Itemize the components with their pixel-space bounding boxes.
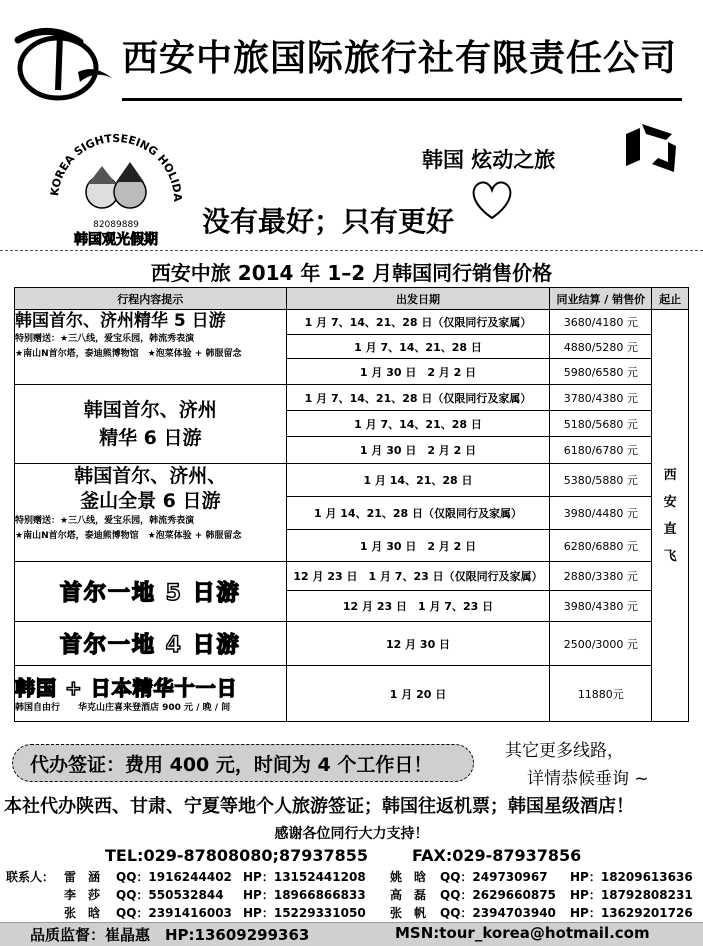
- korea-logo-phone: 82089889: [93, 220, 139, 230]
- trip-name: 韩国首尔、济州精华 5 日游: [15, 311, 226, 331]
- date-cell: 1 月 30 日 2 月 2 日: [286, 437, 550, 464]
- trip-note: ★南山N首尔塔，泰迪熊博物馆 ★泡菜体验 + 韩服留念: [15, 531, 242, 541]
- trip-name-line1: 韩国首尔、济州: [83, 399, 217, 421]
- price-table: [14, 287, 689, 722]
- korea-logo-arc-text: KOREA SIGHTSEEING HOLIDA: [48, 131, 185, 201]
- price-cell: 6180/6780 元: [550, 437, 652, 464]
- trip-name-line2: 精华 6 日游: [99, 427, 202, 449]
- contact-hp: HP：13152441208: [243, 870, 366, 884]
- trip-note: 韩国自由行 华克山庄喜来登酒店 900 元 / 晚 / 间: [15, 702, 231, 713]
- header-rule: [122, 98, 682, 101]
- visa-text: 代办签证：费用 400 元，时间为 4 个工作日！: [30, 754, 433, 776]
- table-row: [15, 310, 689, 335]
- departure-char: 飞: [663, 548, 677, 564]
- fax: FAX:029-87937856: [412, 846, 582, 865]
- company-logo: [8, 12, 116, 104]
- date-cell: 1 月 7、14、21、28 日（仅限同行及家属）: [286, 385, 550, 411]
- trip-name: 首尔一地 4 日游: [59, 633, 241, 658]
- korea-logo-cn: 韩国观光假期: [74, 232, 158, 248]
- more-routes-line1: 其它更多线路，: [505, 741, 624, 761]
- korea-sightseeing-logo: [40, 110, 190, 250]
- table-row: [15, 385, 689, 411]
- contact-hp: HP：18966866833: [243, 888, 366, 902]
- contact-name: 雷 涵: [64, 870, 101, 884]
- contact-name: 高 磊: [390, 888, 427, 902]
- price-cell: 5380/5880 元: [550, 464, 652, 497]
- price-cell: 4880/5280 元: [550, 335, 652, 359]
- contact-hp: HP：18209613636: [570, 870, 693, 884]
- price-cell: 2880/3380 元: [550, 562, 652, 591]
- header-price: 同业结算 / 销售价: [550, 288, 652, 310]
- trip-cell: [15, 622, 287, 666]
- trip-name: 首尔一地 5 日游: [59, 581, 241, 606]
- price-cell: 2500/3000 元: [550, 622, 652, 666]
- promo-text: 韩国 炫动之旅: [422, 148, 556, 172]
- trip-cell: [15, 385, 287, 464]
- contact-name: 张 晗: [64, 906, 101, 920]
- contact-qq: QQ：550532844: [116, 888, 224, 902]
- trip-note: 特别赠送：★三八线，爱宝乐园，韩流秀表演: [15, 516, 195, 526]
- section-divider: [0, 250, 703, 251]
- date-cell: 1 月 30 日 2 月 2 日: [286, 359, 550, 385]
- telephone: TEL:029-87808080;87937855: [105, 846, 368, 865]
- trip-name: 韩国 + 日本精华十一日: [15, 675, 238, 700]
- contact-qq: QQ：2391416003: [116, 906, 232, 920]
- contact-hp: HP：18792808231: [570, 888, 693, 902]
- date-cell: 12 月 30 日: [286, 622, 550, 666]
- thanks-text: 感谢各位同行大力支持！: [274, 826, 429, 842]
- trip-cell: [15, 666, 287, 722]
- contact-qq: QQ：1916244402: [116, 870, 232, 884]
- company-name: 西安中旅国际旅行社有限责任公司: [122, 38, 678, 79]
- price-cell: 5980/6580 元: [550, 359, 652, 385]
- contact-hp: HP：13629201726: [570, 906, 693, 920]
- contact-qq: QQ：249730967: [440, 870, 548, 884]
- table-row: [15, 464, 689, 497]
- contact-name: 李 莎: [64, 888, 101, 902]
- services-text: 本社代办陕西、甘肃、宁夏等地个人旅游签证；韩国往返机票；韩国星级酒店！: [4, 796, 634, 817]
- price-cell: 3680/4180 元: [550, 310, 652, 335]
- header-trip: 行程内容提示: [15, 288, 287, 310]
- trip-name-line1: 韩国首尔、济州、: [74, 465, 227, 487]
- header-departure: 起止: [652, 288, 689, 310]
- contact-hp: HP：15229331050: [243, 906, 366, 920]
- contact-qq: QQ：2629660875: [440, 888, 556, 902]
- date-cell: 1 月 20 日: [286, 666, 550, 722]
- date-cell: 1 月 14、21、28 日: [286, 464, 550, 497]
- departure-char: 安: [663, 494, 677, 510]
- header-date: 出发日期: [286, 288, 550, 310]
- contact-name: 张 帆: [390, 906, 427, 920]
- price-cell: 5180/5680 元: [550, 411, 652, 437]
- table-row: [15, 622, 689, 666]
- date-cell: 12 月 23 日 1 月 7、23 日（仅限同行及家属）: [286, 562, 550, 591]
- date-cell: 1 月 7、14、21、28 日: [286, 335, 550, 359]
- contact-qq: QQ：2394703940: [440, 906, 556, 920]
- departure-char: 直: [663, 521, 677, 537]
- price-cell: 3980/4480 元: [550, 497, 652, 530]
- contact-name: 姚 晗: [390, 870, 427, 884]
- trip-cell: [15, 464, 287, 562]
- slogan: 没有最好；只有更好: [202, 205, 455, 238]
- table-row: [15, 562, 689, 591]
- trip-note: ★南山N首尔塔，泰迪熊博物馆 ★泡菜体验 + 韩服留念: [15, 349, 242, 359]
- price-cell: 6280/6880 元: [550, 530, 652, 562]
- quality-supervisor: 品质监督：崔晶惠 HP:13609299363: [30, 926, 310, 944]
- msn-contact: MSN:tour_korea@hotmail.com: [395, 924, 650, 942]
- trip-note: 特别赠送：★三八线，爱宝乐园，韩流秀表演: [15, 334, 195, 344]
- price-cell: 3980/4380 元: [550, 591, 652, 622]
- heart-icon: [468, 176, 516, 222]
- trip-cell: [15, 310, 287, 385]
- trip-cell: [15, 562, 287, 622]
- price-cell: 11880元: [550, 666, 652, 722]
- departure-text: [652, 462, 688, 570]
- date-cell: 1 月 7、14、21、28 日（仅限同行及家属）: [286, 310, 550, 335]
- departure-char: 西: [663, 467, 677, 483]
- more-routes-line2: 详情恭候垂询 ~: [527, 769, 649, 789]
- contact-label: 联系人：: [6, 870, 55, 884]
- departure-cell: [652, 310, 689, 722]
- table-header-row: [15, 288, 689, 310]
- table-title: 西安中旅 2014 年 1–2 月韩国同行销售价格: [150, 261, 553, 285]
- korea-logo-graphic: [40, 110, 190, 250]
- promo-icon: [622, 120, 678, 176]
- date-cell: 12 月 23 日 1 月 7、23 日: [286, 591, 550, 622]
- trip-name-line2: 釜山全景 6 日游: [80, 490, 221, 512]
- table-row: [15, 666, 689, 722]
- date-cell: 1 月 14、21、28 日（仅限同行及家属）: [286, 497, 550, 530]
- date-cell: 1 月 30 日 2 月 2 日: [286, 530, 550, 562]
- price-cell: 3780/4380 元: [550, 385, 652, 411]
- date-cell: 1 月 7、14、21、28 日: [286, 411, 550, 437]
